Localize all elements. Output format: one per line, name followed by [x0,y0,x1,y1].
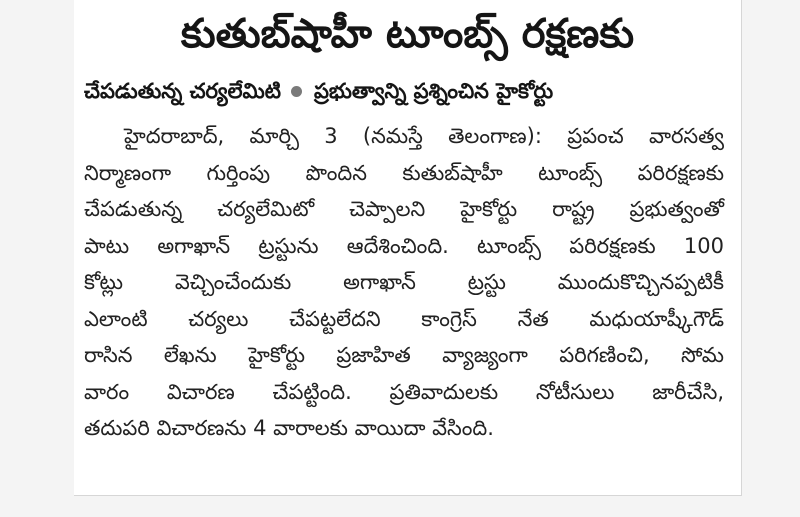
news-clipping [74,0,742,496]
subheadline-left: చేపడుతున్న చర్యలేమిటి [84,79,281,103]
headline: కుతుబ్‌షాహీ టూంబ్స్‌ రక్షణకు [180,11,635,57]
subheadline-right: ప్రభుత్వాన్ని ప్రశ్నించిన హైకోర్టు [313,79,554,103]
body-line: చేపడుతున్న చర్యలేమిటో చెప్పాలని హైకోర్టు రాష్ట్ర ప్రభుత్వంతో [84,197,724,221]
body-line: కోట్లు వెచ్చించేందుకు అగాఖాన్‌ ట్రస్టు ముందుకొచ్చినప్పటికీ [84,270,724,294]
body-line: నిర్మాణంగా గుర్తింపు పొందిన కుతుబ్‌షాహీ టూంబ్స్‌ పరిరక్షణకు [84,160,724,185]
body-line: ఎలాంటి చర్యలు చేపట్టలేదని కాంగ్రెస్‌ నేత మధుయాష్కీగౌడ్‌ [84,306,724,331]
body-line: తదుపరి విచారణను 4 వారాలకు వాయిదా వేసింది. [84,416,494,440]
subheadline [84,74,734,108]
body-line: వారం విచారణ చేపట్టింది. ప్రతివాదులకు నోటీసులు జారీచేసి, [84,379,724,404]
bullet-separator [291,86,302,97]
body-line: పాటు అగాఖాన్‌ ట్రస్టును ఆదేశించింది. టూంబ్స్‌ పరిరక్షణకు 100 [84,233,724,258]
body-line: హైదరాబాద్‌, మార్చి 3 (నమస్తే తెలంగాణ): ప్రపంచ వారసత్వ [124,124,724,148]
body-line: రాసిన లేఖను హైకోర్టు ప్రజాహిత వ్యాజ్యంగా పరిగణించి, సోమ [84,343,724,367]
article-body [84,118,724,447]
